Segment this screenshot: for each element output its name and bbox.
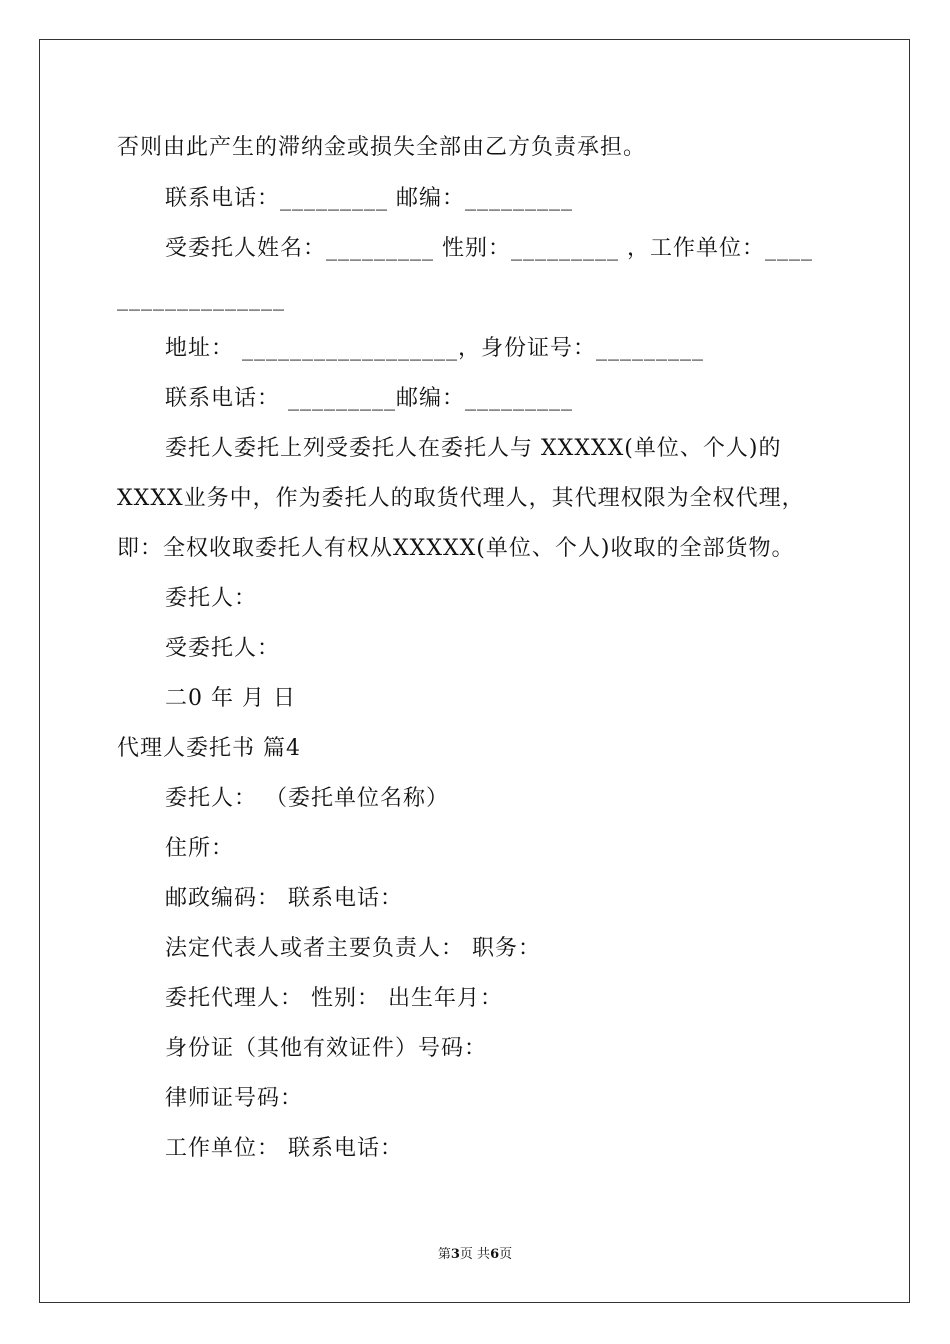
text-line-21: 工作单位： 联系电话：: [165, 1136, 403, 1161]
footer-total-pages: 6: [490, 1247, 500, 1262]
text-line-6: 联系电话： _________邮编：_________: [165, 386, 573, 411]
text-line-20: 律师证号码：: [165, 1086, 304, 1111]
text-line-12: 二0 年 月 日: [165, 686, 296, 711]
text-line-11: 受委托人：: [165, 636, 281, 661]
footer-current-page: 3: [450, 1247, 460, 1262]
section-heading: 代理人委托书 篇4: [117, 736, 301, 761]
text-line-8: XXXX业务中，作为委托人的取货代理人，其代理权限为全权代理，: [117, 486, 805, 511]
text-line-16: 邮政编码： 联系电话：: [165, 886, 403, 911]
footer-prefix: 第: [437, 1247, 451, 1262]
footer-middle: 页 共: [459, 1247, 491, 1262]
text-line-2: 联系电话：_________ 邮编：_________: [165, 186, 573, 211]
footer-suffix: 页: [499, 1247, 513, 1262]
text-line-5: 地址： __________________，身份证号：_________: [165, 336, 704, 361]
text-line-4: ______________: [117, 286, 285, 311]
text-line-1: 否则由此产生的滞纳金或损失全部由乙方负责承担。: [117, 135, 647, 160]
text-line-18: 委托代理人： 性别： 出生年月：: [165, 986, 503, 1011]
text-line-3: 受委托人姓名：_________ 性别：_________ ，工作单位：____: [165, 236, 813, 261]
text-line-10: 委托人：: [165, 586, 258, 611]
text-line-19: 身份证（其他有效证件）号码：: [165, 1036, 488, 1061]
page-footer: [0, 1246, 950, 1264]
text-line-7: 委托人委托上列受委托人在委托人与 XXXXX(单位、个人)的: [165, 436, 782, 461]
text-line-14: 委托人： （委托单位名称）: [165, 786, 449, 811]
text-line-9: 即：全权收取委托人有权从XXXXX(单位、个人)收取的全部货物。: [117, 536, 795, 561]
text-line-15: 住所：: [165, 836, 235, 861]
text-line-17: 法定代表人或者主要负责人： 职务：: [165, 936, 541, 961]
